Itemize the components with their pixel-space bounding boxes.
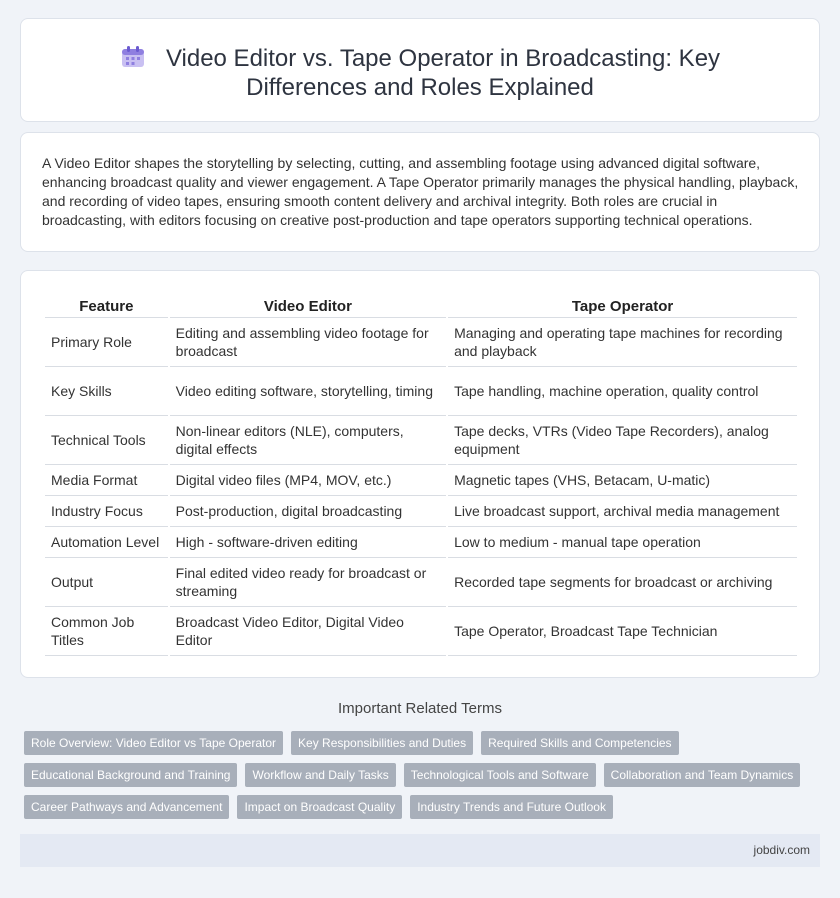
video-editor-cell: High - software-driven editing xyxy=(170,527,446,558)
related-terms-title: Important Related Terms xyxy=(338,700,502,717)
video-editor-cell: Editing and assembling video footage for broadcast xyxy=(170,318,446,367)
related-term-tag[interactable]: Role Overview: Video Editor vs Tape Operator xyxy=(24,731,283,755)
tag-row xyxy=(24,731,814,755)
site-link[interactable]: jobdiv.com xyxy=(753,843,810,857)
footer xyxy=(20,834,820,867)
related-term-tag[interactable]: Key Responsibilities and Duties xyxy=(291,731,473,755)
comparison-card xyxy=(20,270,820,678)
table-header-row xyxy=(45,295,797,318)
feature-cell: Primary Role xyxy=(45,318,168,367)
tape-operator-cell: Tape decks, VTRs (Video Tape Recorders), analog equipment xyxy=(448,416,797,465)
related-term-tag[interactable]: Collaboration and Team Dynamics xyxy=(604,763,801,787)
tape-operator-cell: Magnetic tapes (VHS, Betacam, U-matic) xyxy=(448,465,797,496)
feature-cell: Technical Tools xyxy=(45,416,168,465)
related-term-tag[interactable]: Career Pathways and Advancement xyxy=(24,795,229,819)
related-term-tag[interactable]: Technological Tools and Software xyxy=(404,763,596,787)
video-editor-cell: Non-linear editors (NLE), computers, digital effects xyxy=(170,416,446,465)
header-tape-operator: Tape Operator xyxy=(448,295,797,318)
header-feature: Feature xyxy=(45,295,168,318)
video-editor-cell: Video editing software, storytelling, timing xyxy=(170,367,446,416)
tape-operator-cell: Tape Operator, Broadcast Tape Technician xyxy=(448,607,797,656)
video-editor-cell: Digital video files (MP4, MOV, etc.) xyxy=(170,465,446,496)
related-terms-tags xyxy=(24,731,814,827)
page-title-wrap xyxy=(61,44,779,102)
related-term-tag[interactable]: Educational Background and Training xyxy=(24,763,237,787)
related-term-tag[interactable]: Impact on Broadcast Quality xyxy=(237,795,402,819)
tape-operator-cell: Live broadcast support, archival media management xyxy=(448,496,797,527)
page-title: Video Editor vs. Tape Operator in Broadcasting: Key Differences and Roles Explained xyxy=(165,45,721,101)
feature-cell: Output xyxy=(45,558,168,607)
table-row xyxy=(45,558,797,607)
header-video-editor: Video Editor xyxy=(170,295,446,318)
tag-row xyxy=(24,763,814,787)
feature-cell: Media Format xyxy=(45,465,168,496)
feature-cell: Industry Focus xyxy=(45,496,168,527)
video-editor-cell: Final edited video ready for broadcast or streaming xyxy=(170,558,446,607)
tape-operator-cell: Managing and operating tape machines for recording and playback xyxy=(448,318,797,367)
tag-row xyxy=(24,795,814,819)
tape-operator-cell: Tape handling, machine operation, quality control xyxy=(448,367,797,416)
table-row xyxy=(45,416,797,465)
calendar-icon xyxy=(120,45,146,69)
video-editor-cell: Post-production, digital broadcasting xyxy=(170,496,446,527)
video-editor-cell: Broadcast Video Editor, Digital Video Editor xyxy=(170,607,446,656)
feature-cell: Key Skills xyxy=(45,367,168,416)
tape-operator-cell: Recorded tape segments for broadcast or archiving xyxy=(448,558,797,607)
intro-paragraph: A Video Editor shapes the storytelling by selecting, cutting, and assembling footage using advanced digital software, enhancing broadcast quality and viewer engagement. A Tape Operator primarily manages the physical handling, playback, and recording of video tapes, ensuring smooth content delivery and archival integrity. Both roles are crucial in broadcasting, with editors focusing on creative post-production and tape operators supporting technical operations. xyxy=(42,155,799,228)
comparison-table xyxy=(43,295,799,656)
table-row xyxy=(45,318,797,367)
tape-operator-cell: Low to medium - manual tape operation xyxy=(448,527,797,558)
related-term-tag[interactable]: Required Skills and Competencies xyxy=(481,731,678,755)
table-row xyxy=(45,367,797,416)
feature-cell: Automation Level xyxy=(45,527,168,558)
table-row xyxy=(45,607,797,656)
feature-cell: Common Job Titles xyxy=(45,607,168,656)
table-row xyxy=(45,496,797,527)
header-card xyxy=(20,18,820,122)
table-row xyxy=(45,465,797,496)
related-term-tag[interactable]: Workflow and Daily Tasks xyxy=(245,763,395,787)
related-term-tag[interactable]: Industry Trends and Future Outlook xyxy=(410,795,613,819)
intro-card xyxy=(20,132,820,252)
table-row xyxy=(45,527,797,558)
